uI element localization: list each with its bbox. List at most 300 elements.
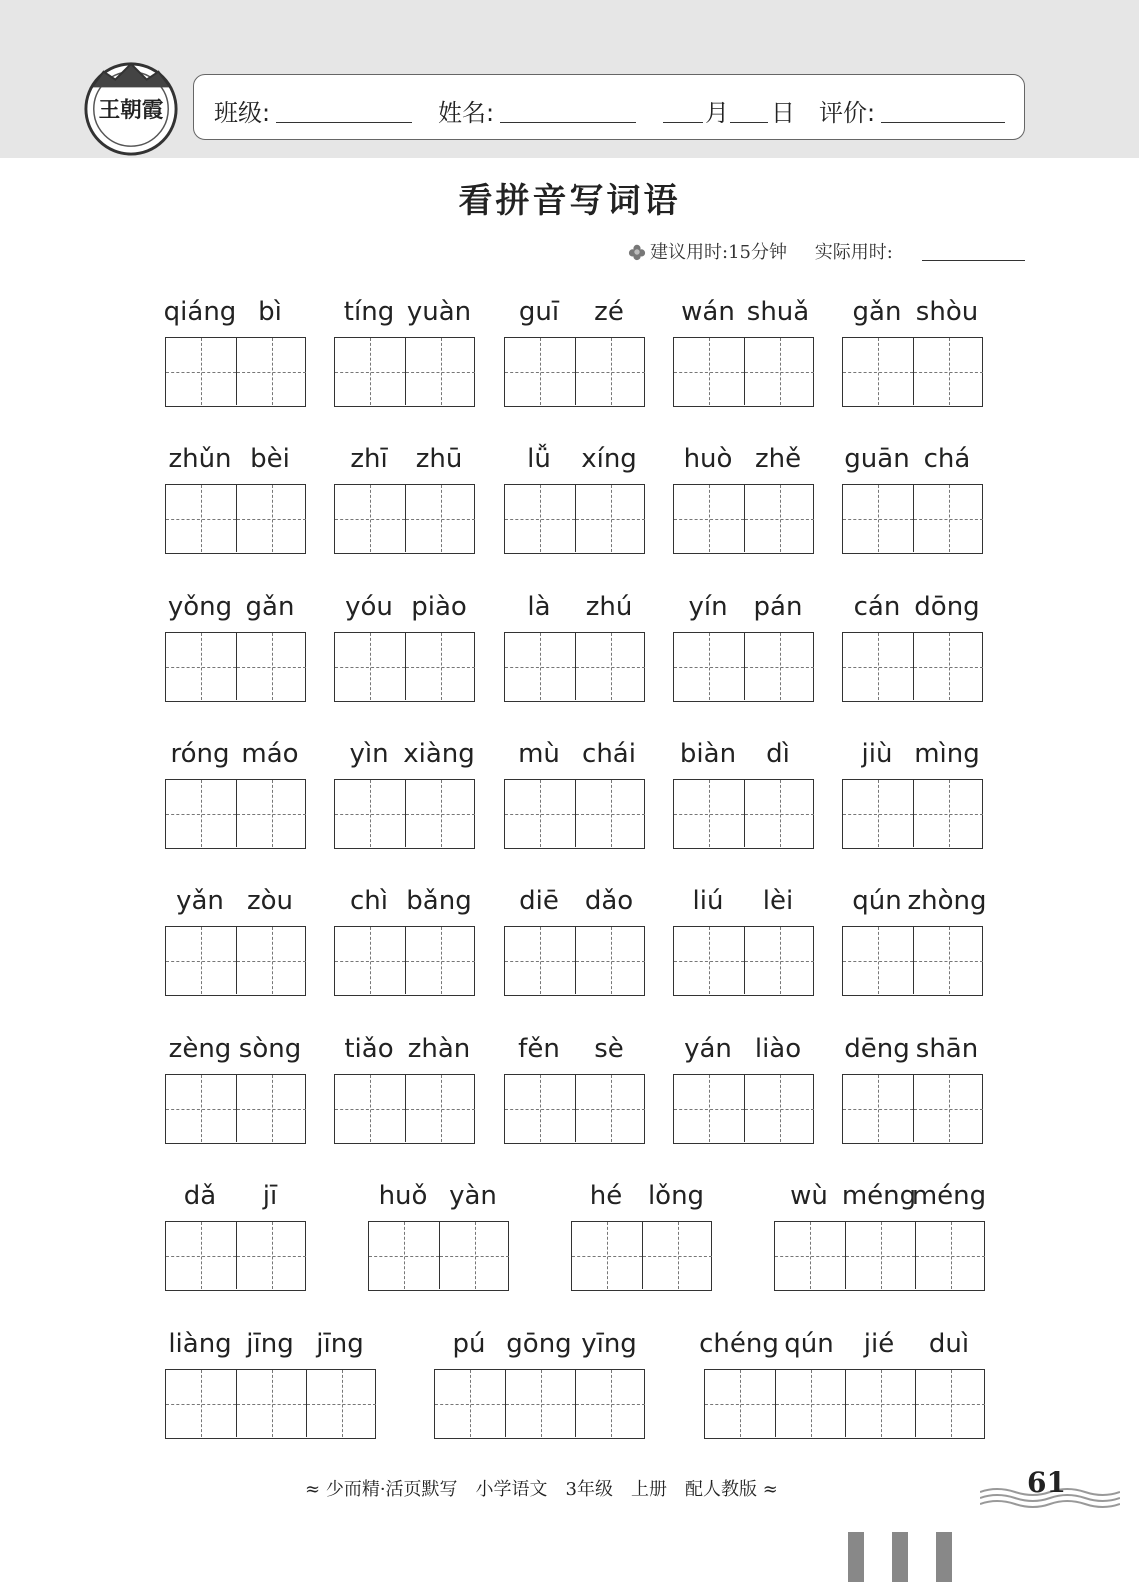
writing-cell[interactable] [575, 780, 645, 847]
guide-line [505, 1109, 575, 1110]
guide-line [166, 961, 236, 962]
writing-cell[interactable] [369, 1222, 439, 1289]
guide-line [237, 1256, 306, 1257]
pinyin-syllable: biàn [679, 739, 737, 769]
writing-cell[interactable] [236, 1222, 306, 1289]
pinyin-syllable: yīng [581, 1329, 637, 1359]
tianzige-box[interactable] [842, 779, 983, 849]
writing-cell[interactable] [642, 1222, 712, 1289]
writing-cell[interactable] [744, 633, 814, 700]
writing-cell[interactable] [575, 927, 645, 994]
writing-cell[interactable] [674, 633, 744, 700]
guide-line [843, 519, 913, 520]
writing-cell[interactable] [236, 780, 306, 847]
tianzige-box[interactable] [165, 484, 306, 554]
writing-cell[interactable] [405, 780, 475, 847]
tianzige-box[interactable] [334, 337, 475, 407]
writing-cell[interactable] [236, 338, 306, 405]
guide-line [843, 961, 913, 962]
guide-line [914, 961, 983, 962]
guide-line [745, 372, 814, 373]
guide-line [776, 1404, 845, 1405]
guide-line [335, 667, 405, 668]
tianzige-box[interactable] [673, 926, 814, 996]
pinyin-syllable: fěn [518, 1034, 560, 1064]
writing-cell[interactable] [915, 1222, 985, 1289]
guide-line [846, 1256, 915, 1257]
guide-line [576, 1109, 645, 1110]
day-blank[interactable] [730, 122, 768, 123]
pinyin-syllable: wù [790, 1181, 828, 1211]
guide-line [335, 372, 405, 373]
guide-line [745, 519, 814, 520]
writing-cell[interactable] [236, 1075, 306, 1142]
writing-cell[interactable] [405, 633, 475, 700]
guide-line [916, 1256, 985, 1257]
guide-line [335, 1109, 405, 1110]
tianzige-box[interactable] [165, 632, 306, 702]
pinyin-syllable: xiàng [403, 739, 475, 769]
guide-line [914, 667, 983, 668]
tianzige-box[interactable] [334, 632, 475, 702]
pinyin-syllable: zhàn [407, 1034, 471, 1064]
guide-line [166, 1256, 236, 1257]
guide-line [506, 1404, 575, 1405]
guide-line [505, 667, 575, 668]
guide-line [674, 961, 744, 962]
pinyin-syllable: cán [853, 592, 901, 622]
pinyin-syllable: sè [594, 1034, 624, 1064]
writing-cell[interactable] [674, 927, 744, 994]
pinyin-syllable: shòu [915, 297, 979, 327]
pinyin-syllable: zhòng [907, 886, 987, 916]
guide-line [914, 1109, 983, 1110]
pinyin-syllable: mìng [914, 739, 980, 769]
page-title: 看拼音写词语 [458, 181, 681, 221]
pinyin-syllable: diē [519, 886, 559, 916]
svg-text:王朝霞: 王朝霞 [98, 97, 164, 123]
pinyin-syllable: yǒng [167, 592, 233, 622]
pinyin-syllable: huò [683, 444, 733, 474]
pinyin-syllable: yǎn [176, 886, 224, 916]
guide-line [843, 814, 913, 815]
guide-line [406, 961, 475, 962]
pinyin-syllable: lǒng [647, 1181, 705, 1211]
pinyin-syllable: liàng [168, 1329, 232, 1359]
pinyin-syllable: jiù [861, 739, 893, 769]
tianzige-box[interactable] [774, 1221, 985, 1291]
guide-line [843, 1109, 913, 1110]
writing-cell[interactable] [575, 1370, 645, 1437]
guide-line [307, 1404, 376, 1405]
writing-cell[interactable] [166, 927, 236, 994]
wave-icon: ≈ [762, 1479, 778, 1500]
pinyin-syllable: shān [915, 1034, 979, 1064]
pinyin-syllable: yìn [349, 739, 389, 769]
guide-line [846, 1404, 915, 1405]
tianzige-box[interactable] [165, 1221, 306, 1291]
guide-line [674, 519, 744, 520]
guide-line [166, 519, 236, 520]
writing-cell[interactable] [166, 633, 236, 700]
writing-cell[interactable] [843, 927, 913, 994]
guide-line [576, 961, 645, 962]
guide-line [572, 1256, 642, 1257]
writing-cell[interactable] [166, 780, 236, 847]
writing-cell[interactable] [405, 1075, 475, 1142]
writing-cell[interactable] [505, 338, 575, 405]
writing-cell[interactable] [166, 1370, 236, 1437]
pinyin-syllable: méng [911, 1181, 987, 1211]
guide-line [705, 1404, 775, 1405]
guide-line [237, 667, 306, 668]
pinyin-syllable: zèng [168, 1034, 232, 1064]
pinyin-syllable: yuàn [406, 297, 472, 327]
flower-icon [628, 243, 646, 261]
writing-cell[interactable] [505, 485, 575, 552]
writing-cell[interactable] [575, 338, 645, 405]
writing-cell[interactable] [505, 927, 575, 994]
guide-line [440, 1256, 509, 1257]
guide-line [406, 372, 475, 373]
writing-cell[interactable] [505, 633, 575, 700]
writing-cell[interactable] [505, 1075, 575, 1142]
writing-cell[interactable] [335, 633, 405, 700]
tianzige-box[interactable] [673, 779, 814, 849]
writing-cell[interactable] [306, 1370, 376, 1437]
guide-line [505, 519, 575, 520]
edge-mark [848, 1532, 864, 1582]
writing-cell[interactable] [915, 1370, 985, 1437]
pinyin-syllable: zhū [415, 444, 463, 474]
pinyin-syllable: zòu [246, 886, 294, 916]
pinyin-syllable: sòng [238, 1034, 302, 1064]
writing-cell[interactable] [845, 1370, 915, 1437]
guide-line [745, 1109, 814, 1110]
pinyin-syllable: jīng [316, 1329, 364, 1359]
tianzige-box[interactable] [704, 1369, 985, 1439]
pinyin-syllable: chái [582, 739, 636, 769]
writing-cell[interactable] [335, 927, 405, 994]
pinyin-syllable: méng [841, 1181, 917, 1211]
pinyin-syllable: bèi [250, 444, 290, 474]
tianzige-box[interactable] [165, 1369, 376, 1439]
pinyin-syllable: lèi [762, 886, 794, 916]
pinyin-syllable: dōng [914, 592, 980, 622]
tianzige-box[interactable] [368, 1221, 509, 1291]
writing-cell[interactable] [843, 338, 913, 405]
writing-cell[interactable] [843, 633, 913, 700]
tianzige-box[interactable] [504, 1074, 645, 1144]
guide-line [237, 519, 306, 520]
name-label: 姓名: [438, 99, 495, 127]
tianzige-box[interactable] [673, 484, 814, 554]
pinyin-syllable: guān [844, 444, 910, 474]
footer-label: 少而精·活页默写 小学语文 3年级 上册 配人教版 [325, 1479, 757, 1500]
writing-cell[interactable] [335, 1075, 405, 1142]
writing-cell[interactable] [505, 780, 575, 847]
tianzige-box[interactable] [842, 1074, 983, 1144]
tianzige-box[interactable] [842, 926, 983, 996]
pinyin-syllable: zé [594, 297, 624, 327]
pinyin-syllable: bǎng [406, 886, 472, 916]
actual-time-blank[interactable] [922, 260, 1025, 261]
writing-cell[interactable] [705, 1370, 775, 1437]
pinyin-syllable: liú [692, 886, 724, 916]
guide-line [237, 372, 306, 373]
writing-cell[interactable] [913, 927, 983, 994]
guide-line [166, 1109, 236, 1110]
tianzige-box[interactable] [334, 1074, 475, 1144]
writing-cell[interactable] [166, 1075, 236, 1142]
footer-text [305, 1475, 778, 1501]
guide-line [335, 961, 405, 962]
pinyin-syllable: pán [753, 592, 803, 622]
tianzige-box[interactable] [842, 484, 983, 554]
tianzige-box[interactable] [504, 926, 645, 996]
writing-cell[interactable] [335, 338, 405, 405]
guide-line [576, 372, 645, 373]
pinyin-syllable: jīng [246, 1329, 294, 1359]
pinyin-syllable: yán [684, 1034, 732, 1064]
guide-line [166, 372, 236, 373]
guide-line [435, 1404, 505, 1405]
pinyin-syllable: dēng [844, 1034, 910, 1064]
pinyin-syllable: yàn [449, 1181, 497, 1211]
guide-line [576, 519, 645, 520]
guide-line [674, 1109, 744, 1110]
guide-line [576, 1404, 645, 1405]
suggested-time: 建议用时:15分钟 [650, 242, 787, 263]
guide-line [166, 814, 236, 815]
writing-cell[interactable] [843, 780, 913, 847]
writing-cell[interactable] [744, 780, 814, 847]
guide-line [914, 519, 983, 520]
pinyin-syllable: gǎn [245, 592, 295, 622]
pinyin-syllable: jī [262, 1181, 278, 1211]
guide-line [843, 372, 913, 373]
writing-cell[interactable] [674, 485, 744, 552]
writing-cell[interactable] [913, 633, 983, 700]
pinyin-syllable: guī [518, 297, 560, 327]
tianzige-box[interactable] [504, 632, 645, 702]
writing-cell[interactable] [843, 1075, 913, 1142]
tianzige-box[interactable] [334, 484, 475, 554]
writing-cell[interactable] [236, 1370, 306, 1437]
guide-line [914, 814, 983, 815]
guide-line [505, 961, 575, 962]
guide-line [406, 814, 475, 815]
pinyin-syllable: liào [754, 1034, 802, 1064]
pinyin-syllable: dì [766, 739, 790, 769]
guide-line [674, 667, 744, 668]
pinyin-syllable: hé [589, 1181, 623, 1211]
day-label: 日 [771, 99, 795, 127]
writing-cell[interactable] [505, 1370, 575, 1437]
writing-cell[interactable] [775, 1222, 845, 1289]
pinyin-syllable: zhú [585, 592, 633, 622]
pinyin-syllable: jié [863, 1329, 895, 1359]
writing-cell[interactable] [744, 338, 814, 405]
pinyin-syllable: tiǎo [344, 1034, 394, 1064]
pinyin-syllable: yóu [345, 592, 393, 622]
tianzige-box[interactable] [673, 1074, 814, 1144]
tianzige-box[interactable] [334, 779, 475, 849]
writing-cell[interactable] [674, 1075, 744, 1142]
guide-line [335, 519, 405, 520]
guide-line [914, 372, 983, 373]
writing-cell[interactable] [575, 485, 645, 552]
guide-line [237, 814, 306, 815]
writing-cell[interactable] [236, 927, 306, 994]
tianzige-box[interactable] [504, 484, 645, 554]
writing-cell[interactable] [435, 1370, 505, 1437]
pinyin-syllable: duì [928, 1329, 970, 1359]
student-info-box [193, 74, 1025, 140]
pinyin-syllable: là [527, 592, 551, 622]
guide-line [674, 372, 744, 373]
pinyin-syllable: huǒ [378, 1181, 428, 1211]
guide-line [745, 667, 814, 668]
writing-cell[interactable] [674, 780, 744, 847]
writing-cell[interactable] [236, 485, 306, 552]
writing-cell[interactable] [913, 1075, 983, 1142]
writing-cell[interactable] [335, 780, 405, 847]
writing-cell[interactable] [575, 1075, 645, 1142]
pinyin-syllable: zhī [350, 444, 388, 474]
writing-cell[interactable] [913, 780, 983, 847]
tianzige-box[interactable] [842, 632, 983, 702]
name-blank[interactable] [500, 122, 636, 123]
writing-cell[interactable] [775, 1370, 845, 1437]
pinyin-syllable: mù [518, 739, 560, 769]
tianzige-box[interactable] [571, 1221, 712, 1291]
writing-cell[interactable] [572, 1222, 642, 1289]
rating-blank[interactable] [881, 122, 1005, 123]
guide-line [406, 519, 475, 520]
pinyin-syllable: tíng [343, 297, 395, 327]
writing-cell[interactable] [674, 338, 744, 405]
brand-logo [82, 58, 180, 156]
guide-line [576, 667, 645, 668]
guide-line [843, 667, 913, 668]
class-blank[interactable] [276, 122, 412, 123]
writing-cell[interactable] [744, 927, 814, 994]
tianzige-box[interactable] [434, 1369, 645, 1439]
guide-line [166, 1404, 236, 1405]
pinyin-syllable: zhě [754, 444, 802, 474]
guide-line [775, 1256, 845, 1257]
pinyin-syllable: pú [452, 1329, 486, 1359]
writing-cell[interactable] [236, 633, 306, 700]
writing-cell[interactable] [405, 338, 475, 405]
pinyin-syllable: dǎ [183, 1181, 217, 1211]
writing-cell[interactable] [845, 1222, 915, 1289]
pinyin-syllable: máo [241, 739, 299, 769]
edge-mark [936, 1532, 952, 1582]
tianzige-box[interactable] [504, 337, 645, 407]
guide-line [643, 1256, 712, 1257]
writing-cell[interactable] [405, 927, 475, 994]
time-note [628, 238, 893, 264]
tianzige-box[interactable] [334, 926, 475, 996]
tianzige-box[interactable] [165, 779, 306, 849]
guide-line [505, 372, 575, 373]
class-label: 班级: [214, 99, 271, 127]
pinyin-syllable: gōng [506, 1329, 572, 1359]
pinyin-syllable: zhǔn [168, 444, 232, 474]
guide-line [406, 667, 475, 668]
guide-line [576, 814, 645, 815]
actual-time-label: 实际用时: [814, 242, 893, 263]
pinyin-syllable: gǎn [852, 297, 902, 327]
writing-cell[interactable] [439, 1222, 509, 1289]
guide-line [674, 814, 744, 815]
pinyin-syllable: qún [852, 886, 902, 916]
guide-line [745, 814, 814, 815]
guide-line [166, 667, 236, 668]
writing-cell[interactable] [335, 485, 405, 552]
pinyin-syllable: yín [688, 592, 728, 622]
writing-cell[interactable] [744, 1075, 814, 1142]
tianzige-box[interactable] [165, 337, 306, 407]
pinyin-syllable: qún [784, 1329, 834, 1359]
wave-icon: ≈ [305, 1479, 321, 1500]
month-label: 月 [705, 99, 729, 127]
pinyin-syllable: róng [170, 739, 230, 769]
tianzige-box[interactable] [842, 337, 983, 407]
tianzige-box[interactable] [165, 1074, 306, 1144]
guide-line [745, 961, 814, 962]
pinyin-syllable: chì [350, 886, 388, 916]
guide-line [237, 1404, 306, 1405]
tianzige-box[interactable] [504, 779, 645, 849]
month-blank[interactable] [663, 122, 703, 123]
writing-cell[interactable] [913, 338, 983, 405]
tianzige-box[interactable] [673, 632, 814, 702]
writing-cell[interactable] [913, 485, 983, 552]
tianzige-box[interactable] [673, 337, 814, 407]
guide-line [916, 1404, 985, 1405]
edge-mark [892, 1532, 908, 1582]
writing-cell[interactable] [166, 338, 236, 405]
pinyin-syllable: xíng [581, 444, 637, 474]
writing-cell[interactable] [575, 633, 645, 700]
writing-cell[interactable] [166, 485, 236, 552]
writing-cell[interactable] [405, 485, 475, 552]
writing-cell[interactable] [166, 1222, 236, 1289]
pinyin-syllable: wán [681, 297, 735, 327]
pinyin-syllable: dǎo [584, 886, 634, 916]
pinyin-syllable: chéng [699, 1329, 779, 1359]
pinyin-syllable: lǚ [527, 444, 551, 474]
writing-cell[interactable] [843, 485, 913, 552]
rating-label: 评价: [819, 99, 876, 127]
guide-line [237, 1109, 306, 1110]
guide-line [237, 961, 306, 962]
guide-line [406, 1109, 475, 1110]
guide-line [369, 1256, 439, 1257]
pinyin-syllable: shuǎ [746, 297, 810, 327]
tianzige-box[interactable] [165, 926, 306, 996]
pinyin-syllable: chá [923, 444, 971, 474]
pinyin-syllable: piào [411, 592, 467, 622]
guide-line [505, 814, 575, 815]
pinyin-syllable: qiáng [163, 297, 237, 327]
guide-line [335, 814, 405, 815]
writing-cell[interactable] [744, 485, 814, 552]
pinyin-syllable: bì [258, 297, 282, 327]
